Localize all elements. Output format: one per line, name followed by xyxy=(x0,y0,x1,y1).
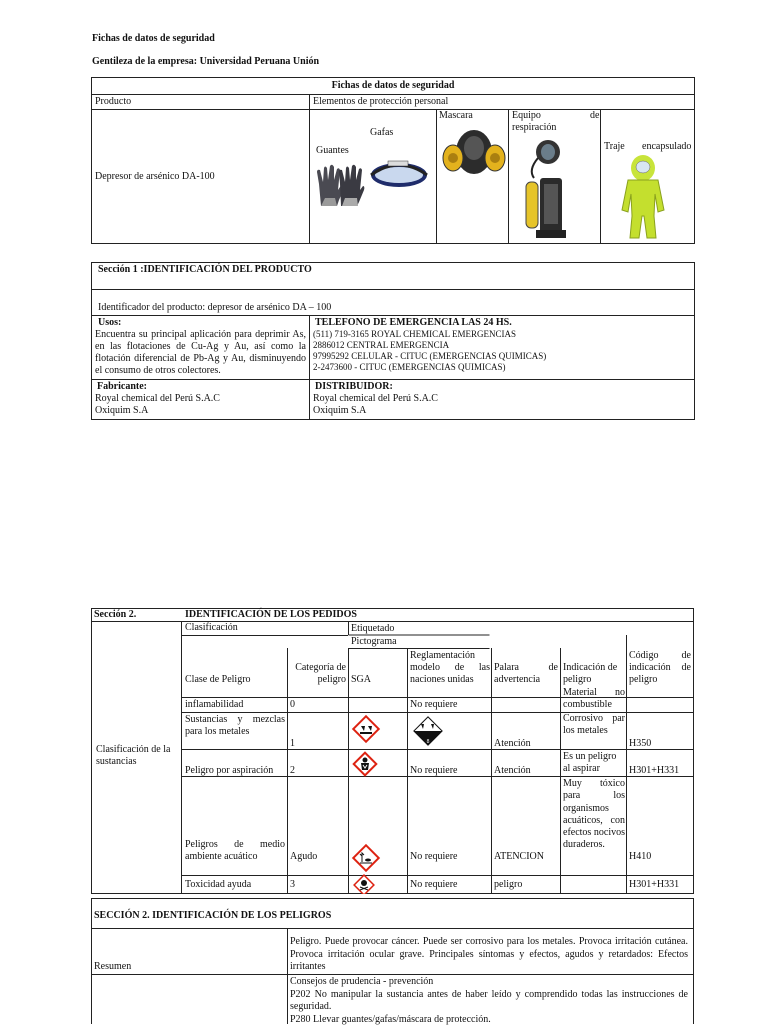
emergency-title: TELEFONO DE EMERGENCIA LAS 24 HS. xyxy=(313,317,691,329)
row2-codigo: H350 xyxy=(629,738,651,749)
row2-categoria: 1 xyxy=(290,738,295,749)
clasificacion-sustancias-g: Clasificación de la sustancias xyxy=(96,744,180,768)
distribuidor-label: DISTRIBUIDOR: xyxy=(313,381,691,393)
consejos-line: P202 No manipular la sustancia antes de haber leído y comprendido todas las instrucciones de seguridad. xyxy=(290,989,688,1014)
section2-label-g: Sección 2. xyxy=(94,609,136,620)
row3-reglamentacion: No requiere xyxy=(410,765,457,776)
row4-clase: Peligros de medio ambiente acuático xyxy=(185,839,285,863)
row3-indicacion: Es un peligro al aspirar xyxy=(563,751,625,775)
section2-title-g: IDENTIFICACIÓN DE LOS PEDIDOS xyxy=(185,609,357,620)
row1-indicacion: Material no combustible xyxy=(563,687,625,711)
emergency-line: 2886012 CENTRAL EMERGENCIA xyxy=(313,340,691,351)
section1-table xyxy=(91,262,695,420)
col-producto: Producto xyxy=(92,95,310,110)
svg-text:8: 8 xyxy=(427,739,430,745)
gloves-icon xyxy=(315,162,365,208)
resumen-text: Peligro. Puede provocar cáncer. Puede ser corrosivo para los metales. Provoca irritación cutánea. Provoca irritación ocular grave. Principales síntomas y efectos, agudos y retardados: Efectos irritantes xyxy=(290,936,688,974)
pictograma-header-g: Pictograma xyxy=(351,636,397,647)
goggles-icon xyxy=(368,153,430,195)
equipo-label-3: respiración xyxy=(512,122,556,134)
row4-indicacion: Muy tóxico para los organismos acuáticos, con efectos nocivos duraderos. xyxy=(563,778,625,852)
distribuidor-cell xyxy=(310,380,695,420)
etiquetado-header-g: Etiquetado xyxy=(351,623,394,634)
th-clase-g: Clase de Peligro xyxy=(185,674,251,685)
th-codigo-g: Código de indicación de peligro xyxy=(629,650,691,686)
clasificacion-header-g: Clasificación xyxy=(185,622,238,633)
row2-indicacion: Corrosivo par los metales xyxy=(563,713,625,737)
row5-categoria: 3 xyxy=(290,879,295,890)
row5-codigo: H301+H331 xyxy=(629,879,679,890)
row2-clase: Sustancias y mezclas para los metales xyxy=(185,714,285,738)
th-indicacion-g: Indicación de peligro xyxy=(563,662,625,686)
product-name: Depresor de arsénico DA-100 xyxy=(92,110,310,244)
row1-reglamentacion: No requiere xyxy=(410,699,457,710)
ppe-table-title: Fichas de datos de seguridad xyxy=(92,78,695,95)
emergency-line: 97995292 CELULAR - CITUC (EMERGENCIAS QUIMICAS) xyxy=(313,351,691,362)
usos-cell xyxy=(92,316,310,380)
usos-label: Usos: xyxy=(95,317,306,329)
fabricante-line: Oxiquim S.A xyxy=(95,405,306,417)
product-identifier: Identificador del producto: depresor de arsénico DA – 100 xyxy=(92,290,695,316)
ppe-table xyxy=(91,77,695,244)
usos-text: Encuentra su principal aplicación para deprimir As, en las flotaciones de Cu-Ag y Au, así como la flotación diferencial de Pb-Ag y Au, disminuyendo el consumo de otros colectores. xyxy=(95,329,306,377)
row5-clase: Toxicidad ayuda xyxy=(185,879,251,890)
row4-categoria: Agudo xyxy=(290,851,317,862)
row3-palabra: Atención xyxy=(494,765,531,776)
row5-reglamentacion: No requiere xyxy=(410,879,457,890)
mascara-label: Mascara xyxy=(439,110,473,122)
ppe-images-cell xyxy=(310,110,695,244)
equipo-label-2: de xyxy=(590,110,599,122)
health-hazard-pictogram-icon xyxy=(350,749,380,779)
row4-reglamentacion: No requiere xyxy=(410,851,457,862)
emergency-line: 2-2473600 - CITUC (EMERGENCIAS QUIMICAS) xyxy=(313,362,691,373)
emergency-cell xyxy=(310,316,695,380)
distribuidor-line: Oxiquim S.A xyxy=(313,405,691,417)
corrosion-pictogram-icon xyxy=(350,713,382,745)
consejos-block xyxy=(290,976,688,1026)
section2-grid xyxy=(91,608,694,894)
guantes-label: Guantes xyxy=(316,145,349,157)
th-categoria-g: Categoría de peligro xyxy=(290,662,346,686)
resumen-label: Resumen xyxy=(94,961,131,972)
section2b-title: SECCIÓN 2. IDENTIFICACIÓN DE LOS PELIGROS xyxy=(94,910,331,921)
environment-pictogram-icon xyxy=(350,842,382,874)
th-sga-g: SGA xyxy=(351,674,371,685)
row2-palabra: Atención xyxy=(494,738,531,749)
row5-palabra: peligro xyxy=(494,879,522,890)
doc-title: Fichas de datos de seguridad xyxy=(92,33,215,44)
equipo-label-1: Equipo xyxy=(512,110,541,122)
section2b-block xyxy=(91,898,694,1024)
traje-label-2: encapsulado xyxy=(642,141,691,153)
company-line: Gentileza de la empresa: Universidad Peruana Unión xyxy=(92,56,319,67)
fabricante-cell xyxy=(92,380,310,420)
fabricante-line: Royal chemical del Perú S.A.C xyxy=(95,393,306,405)
distribuidor-line: Royal chemical del Perú S.A.C xyxy=(313,393,691,405)
traje-label-1: Traje xyxy=(604,141,625,153)
row3-codigo: H301+H331 xyxy=(629,765,679,776)
consejos-line: P280 Llevar guantes/gafas/máscara de protección. xyxy=(290,1014,688,1026)
hazmat-suit-icon xyxy=(618,154,668,240)
row1-categoria: 0 xyxy=(290,699,295,710)
row3-categoria: 2 xyxy=(290,765,295,776)
row4-codigo: H410 xyxy=(629,851,651,862)
th-palabra-g: Palara de advertencia xyxy=(494,662,558,686)
mask-icon xyxy=(442,124,506,182)
fabricante-label: Fabricante: xyxy=(95,381,306,393)
emergency-line: (511) 719-3165 ROYAL CHEMICAL EMERGENCIAS xyxy=(313,329,691,340)
section1-title: Sección 1 :IDENTIFICACIÓN DEL PRODUCTO xyxy=(92,263,695,290)
row4-palabra: ATENCION xyxy=(494,851,544,862)
col-elementos: Elementos de protección personal xyxy=(310,95,695,110)
skull-pictogram-icon xyxy=(351,874,377,894)
th-reglamentacion-g: Reglamentación modelo de las naciones unidas xyxy=(410,650,490,686)
consejos-line: Consejos de prudencia - prevención xyxy=(290,976,688,989)
breathing-apparatus-icon xyxy=(520,138,578,242)
gafas-label: Gafas xyxy=(370,127,393,139)
un-class8-corrosive-icon xyxy=(411,714,445,748)
row3-clase: Peligro por aspiración xyxy=(185,765,273,776)
row1-clase: inflamabilidad xyxy=(185,699,243,710)
